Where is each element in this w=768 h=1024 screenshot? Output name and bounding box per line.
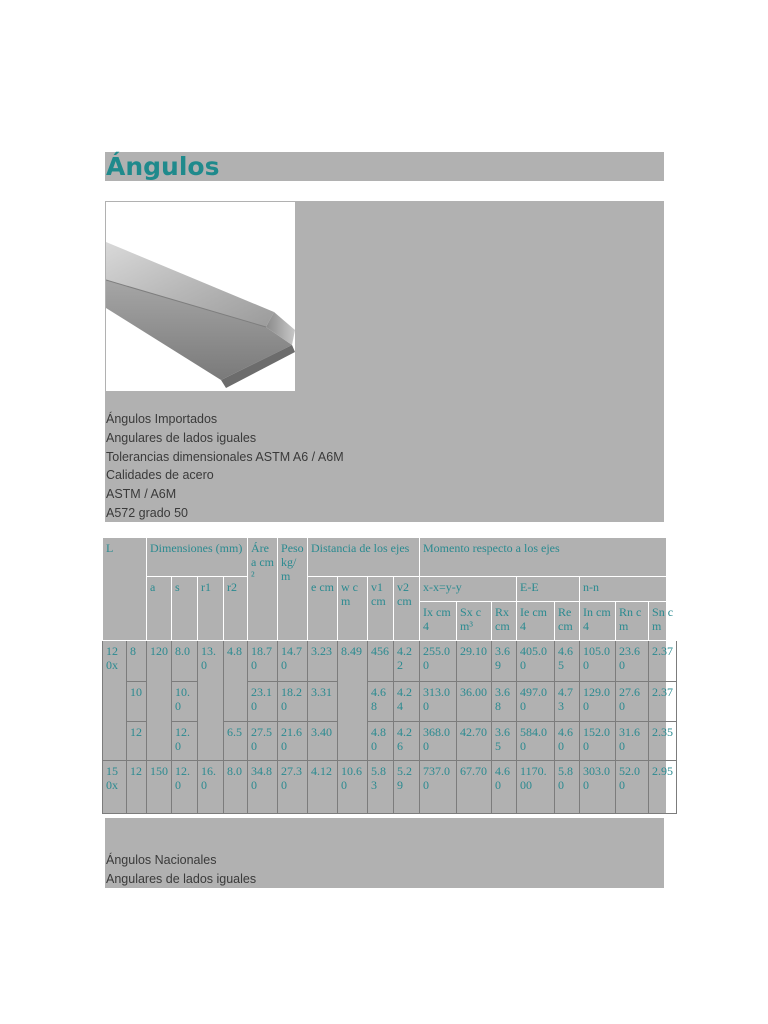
rn-cell: 52.00 [616, 761, 649, 814]
header-area: Área cm² [248, 538, 278, 641]
r1-cell: 13.0 [198, 641, 224, 761]
table-row [103, 641, 677, 682]
info-line: A572 grado 50 [106, 505, 189, 520]
v1-cell: 5.83 [368, 761, 394, 814]
info-line: ASTM / A6M [106, 487, 177, 502]
sx-cell: 29.10 [457, 641, 492, 682]
re-cell: 4.73 [555, 682, 580, 722]
r2-cell: 4.8 [224, 641, 248, 722]
info-line: Ángulos Importados [106, 412, 218, 426]
table-row [103, 761, 677, 814]
rx-cell: 3.68 [492, 682, 517, 722]
r2-cell: 6.5 [224, 722, 248, 761]
header-dimensiones: Dimensiones (mm) [147, 538, 248, 577]
sn-cell: 2.37 [649, 641, 677, 682]
e-cell: 3.40 [308, 722, 338, 761]
header-xx: x-x=y-y [420, 577, 517, 602]
ie-cell: 405.00 [517, 641, 555, 682]
header-ix: Ix cm4 [420, 602, 457, 641]
header-sx: Sx cm³ [457, 602, 492, 641]
page-title: Ángulos [106, 152, 220, 181]
header-distancia: Distancia de los ejes [308, 538, 420, 577]
sx-cell: 67.70 [457, 761, 492, 814]
info-line: Angulares de lados iguales [106, 430, 257, 445]
header-ee: E-E [517, 577, 580, 602]
spec-table-container [102, 537, 674, 813]
ix-cell: 255.00 [420, 641, 457, 682]
sx-cell: 36.00 [457, 682, 492, 722]
sx-cell: 42.70 [457, 722, 492, 761]
thickness-cell: 10 [127, 682, 147, 722]
r2-cell: 8.0 [224, 761, 248, 814]
re-cell: 5.80 [555, 761, 580, 814]
s-cell: 10.0 [172, 682, 198, 722]
area-cell: 34.80 [248, 761, 278, 814]
v1-cell: 4.68 [368, 682, 394, 722]
area-cell: 23.10 [248, 682, 278, 722]
v2-cell: 5.29 [394, 761, 420, 814]
area-cell: 18.70 [248, 641, 278, 682]
in-cell: 129.00 [580, 682, 616, 722]
info-line: Angulares de lados iguales [106, 872, 257, 886]
peso-cell: 18.20 [278, 682, 308, 722]
e-cell: 3.31 [308, 682, 338, 722]
re-cell: 4.60 [555, 722, 580, 761]
e-cell: 3.23 [308, 641, 338, 682]
v1-cell: 4.80 [368, 722, 394, 761]
table-row [103, 722, 677, 761]
a-cell: 150 [147, 761, 172, 814]
sn-cell: 2.35 [649, 722, 677, 761]
s-cell: 12.0 [172, 722, 198, 761]
peso-cell: 21.60 [278, 722, 308, 761]
info-line: Tolerancias dimensionales ASTM A6 / A6M [106, 449, 344, 464]
info-line: Calidades de acero [106, 468, 214, 483]
l-size-cell: 150x [103, 761, 127, 814]
header-sn: Sn cm [649, 602, 677, 641]
v2-cell: 4.22 [394, 641, 420, 682]
rx-cell: 3.69 [492, 641, 517, 682]
ie-cell: 584.00 [517, 722, 555, 761]
area-cell: 27.50 [248, 722, 278, 761]
r1-cell: 16.0 [198, 761, 224, 814]
in-cell: 152.00 [580, 722, 616, 761]
thickness-cell: 12 [127, 722, 147, 761]
header-r1: r1 [198, 577, 224, 641]
ie-cell: 497.00 [517, 682, 555, 722]
thickness-cell: 12 [127, 761, 147, 814]
imported-angles-info [106, 410, 344, 523]
w-cell: 8.49 [338, 641, 368, 761]
angle-steel-image [106, 202, 295, 391]
ix-cell: 737.00 [420, 761, 457, 814]
table-row [103, 682, 677, 722]
angle-spec-table [102, 537, 677, 814]
rn-cell: 27.60 [616, 682, 649, 722]
header-rn: Rn cm [616, 602, 649, 641]
header-momento: Momento respecto a los ejes [420, 538, 677, 577]
s-cell: 12.0 [172, 761, 198, 814]
national-angles-section [105, 818, 664, 888]
w-cell: 10.60 [338, 761, 368, 814]
header-w: w cm [338, 577, 368, 641]
ix-cell: 313.00 [420, 682, 457, 722]
angle-steel-illustration [106, 202, 295, 391]
header-a: a [147, 577, 172, 641]
info-line: Ángulos Nacionales [106, 853, 217, 867]
header-peso: Peso kg/m [278, 538, 308, 641]
ie-cell: 1170.00 [517, 761, 555, 814]
in-cell: 105.00 [580, 641, 616, 682]
l-size-cell: 120x [103, 641, 127, 761]
header-rx: Rx cm [492, 602, 517, 641]
title-bar [105, 152, 664, 181]
rx-cell: 4.60 [492, 761, 517, 814]
header-v1: v1 cm [368, 577, 394, 641]
thickness-cell: 8 [127, 641, 147, 682]
s-cell: 8.0 [172, 641, 198, 682]
imported-angles-section [105, 201, 664, 522]
header-in: In cm4 [580, 602, 616, 641]
a-cell: 120 [147, 641, 172, 761]
header-ie: Ie cm4 [517, 602, 555, 641]
header-l: L [103, 538, 147, 641]
e-cell: 4.12 [308, 761, 338, 814]
peso-cell: 27.30 [278, 761, 308, 814]
peso-cell: 14.70 [278, 641, 308, 682]
rx-cell: 3.65 [492, 722, 517, 761]
header-nn: n-n [580, 577, 677, 602]
re-cell: 4.65 [555, 641, 580, 682]
v2-cell: 4.24 [394, 682, 420, 722]
rn-cell: 23.60 [616, 641, 649, 682]
ix-cell: 368.00 [420, 722, 457, 761]
rn-cell: 31.60 [616, 722, 649, 761]
header-v2: v2 cm [394, 577, 420, 641]
header-re: Re cm [555, 602, 580, 641]
header-e: e cm [308, 577, 338, 641]
in-cell: 303.00 [580, 761, 616, 814]
v1-cell: 456 [368, 641, 394, 682]
sn-cell: 2.95 [649, 761, 677, 814]
sn-cell: 2.37 [649, 682, 677, 722]
header-r2: r2 [224, 577, 248, 641]
national-angles-info [106, 851, 256, 889]
v2-cell: 4.26 [394, 722, 420, 761]
header-s: s [172, 577, 198, 641]
